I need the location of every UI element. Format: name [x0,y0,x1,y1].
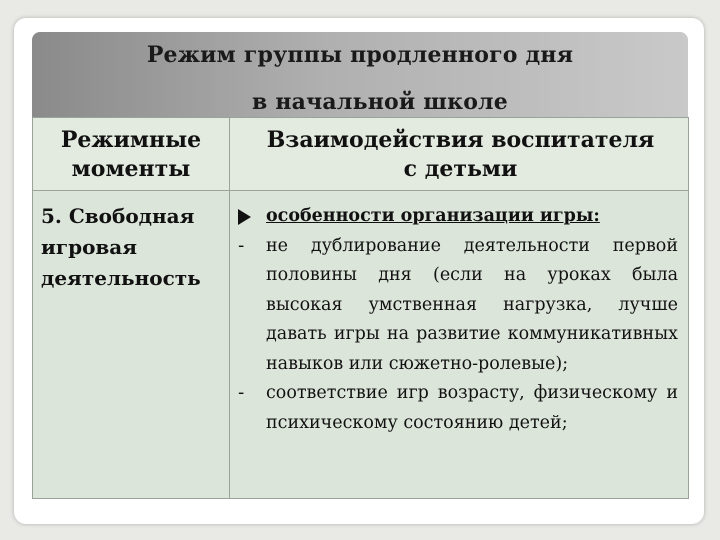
slide-title-line1: Режим группы продленного дня [146,42,574,68]
list-item-text: соответствие игр возрасту, физическому и психическому состоянию детей; [266,383,678,433]
feature-heading [238,202,678,232]
column-divider [229,118,230,498]
dash-bullet: - [238,383,245,403]
arrow-bullet-icon [238,209,251,225]
list-item [238,379,678,438]
regime-table [32,117,689,499]
list-item-text: не дублирование деятельности первой половины дня (если на уроках была высокая умственная нагрузка, лучше давать игры на развитие коммуникативных навыков или сюжетно-ролевые); [266,235,678,374]
slide-title-line2: в начальной школе [252,89,508,115]
header-cell-moments: Режимные моменты [60,127,202,182]
dash-bullet: - [238,235,245,256]
cell-moment: 5. Свободная игровая деятельность [41,204,201,290]
header-cell-interactions: Взаимодействия воспитателя с детьми [266,127,655,182]
list-item [238,232,678,380]
cell-interactions [238,202,678,438]
feature-title: особенности организации игры: [266,206,600,226]
